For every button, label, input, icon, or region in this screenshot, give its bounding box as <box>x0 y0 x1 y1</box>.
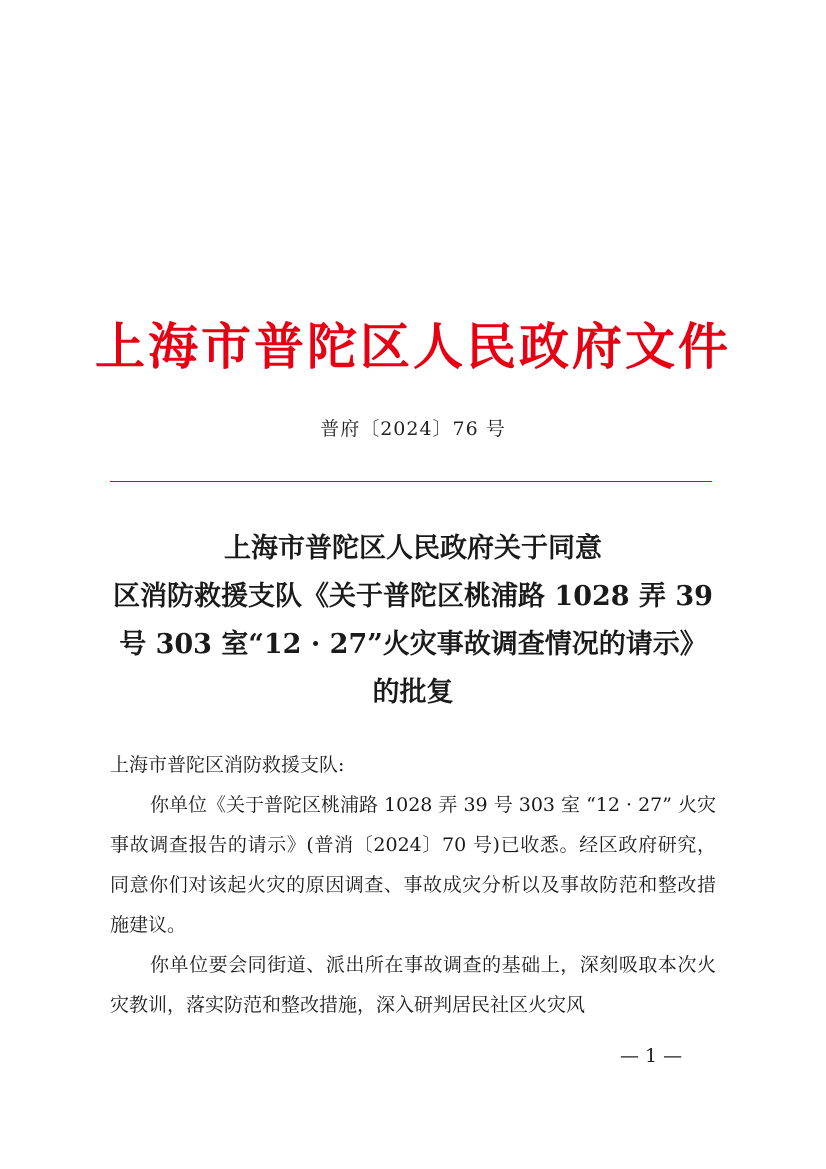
addressee: 上海市普陀区消防救援支队: <box>110 754 345 776</box>
title-line: 上海市普陀区人民政府关于同意 <box>224 533 602 564</box>
title-line: 号 303 室“12 · 27”火灾事故调查情况的请示》 <box>119 629 707 660</box>
masthead-title: 上海市普陀区人民政府文件 <box>95 317 731 376</box>
page-number: — 1 — <box>620 1045 683 1067</box>
document-title <box>100 525 726 717</box>
body-paragraph: 你单位要会同街道、派出所在事故调查的基础上，深刻吸取本次火灾教训，落实防范和整改措施，深入研判居民社区火灾风 <box>110 954 716 1016</box>
document-number: 普府〔2024〕76 号 <box>320 418 506 440</box>
title-line: 区消防救援支队《关于普陀区桃浦路 1028 弄 39 <box>113 581 713 612</box>
title-line: 的批复 <box>372 677 454 708</box>
document-body <box>110 745 716 1025</box>
red-divider <box>110 481 712 482</box>
body-paragraph: 你单位《关于普陀区桃浦路 1028 弄 39 号 303 室 “12 · 27” 火灾事故调查报告的请示》(普消〔2024〕70 号)已收悉。经区政府研究，同意你们对该起火灾的原因调查、事故成灾分析以及事故防范和整改措施建议。 <box>110 794 717 936</box>
